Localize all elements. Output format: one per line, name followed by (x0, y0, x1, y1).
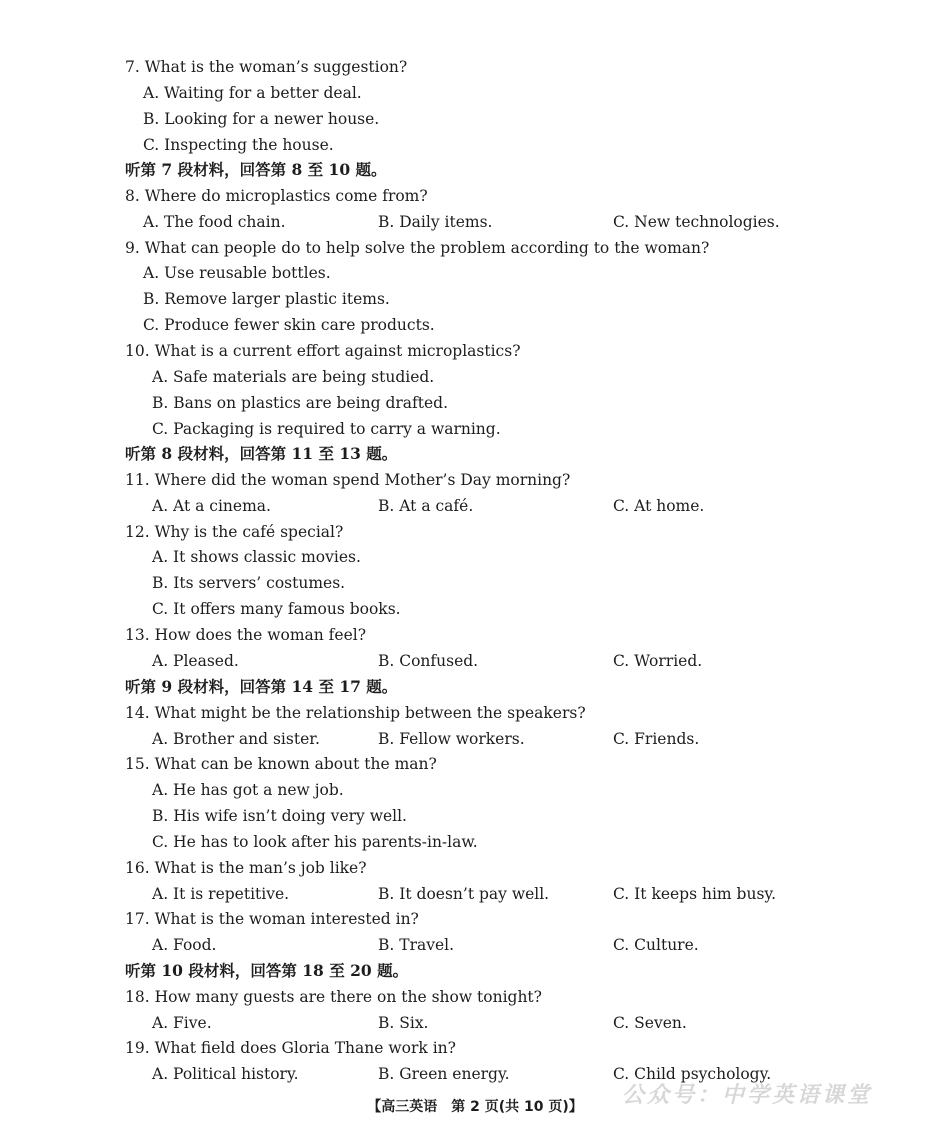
option-b: B. Green energy. (378, 1065, 510, 1083)
question-stem: 17. What is the woman interested in? (125, 910, 419, 928)
watermark: 公众号：中学英语课堂 (622, 1082, 873, 1108)
option-c: C. New technologies. (613, 213, 780, 231)
section-heading: 听第 8 段材料，回答第 11 至 13 题。 (125, 444, 398, 463)
option-b: B. Daily items. (378, 213, 493, 231)
question-stem: 18. How many guests are there on the show tonight? (125, 988, 542, 1006)
option-a: A. He has got a new job. (152, 781, 344, 799)
option-a: A. Brother and sister. (152, 730, 320, 748)
option-b: B. At a café. (378, 497, 474, 515)
option-a: A. Pleased. (152, 652, 239, 670)
option-c: C. At home. (613, 497, 705, 515)
option-c: C. Inspecting the house. (143, 136, 334, 154)
option-a: A. Use reusable bottles. (143, 264, 331, 282)
option-c: C. Worried. (613, 652, 703, 670)
option-a: A. Food. (152, 936, 217, 954)
option-b: B. Fellow workers. (378, 730, 525, 748)
section-heading: 听第 7 段材料，回答第 8 至 10 题。 (125, 160, 387, 179)
question-stem: 7. What is the woman’s suggestion? (125, 58, 408, 76)
question-stem: 9. What can people do to help solve the problem according to the woman? (125, 239, 710, 257)
option-b: B. Confused. (378, 652, 479, 670)
option-b: B. Bans on plastics are being drafted. (152, 394, 448, 412)
question-stem: 12. Why is the café special? (125, 523, 344, 541)
option-b: B. His wife isn’t doing very well. (152, 807, 407, 825)
option-c: C. Produce fewer skin care products. (143, 316, 435, 334)
option-b: B. It doesn’t pay well. (378, 885, 550, 903)
option-c: C. Seven. (613, 1014, 687, 1032)
option-a: A. Safe materials are being studied. (152, 368, 435, 386)
option-b: B. Six. (378, 1014, 429, 1032)
option-a: A. The food chain. (143, 213, 286, 231)
option-c: C. It offers many famous books. (152, 600, 401, 618)
option-a: A. It is repetitive. (152, 885, 290, 903)
option-c: C. Packaging is required to carry a warning. (152, 420, 501, 438)
option-a: A. At a cinema. (152, 497, 271, 515)
page-footer: 【高三英语 第 2 页(共 10 页)】 (367, 1099, 583, 1115)
option-b: B. Its servers’ costumes. (152, 574, 346, 592)
option-c: C. Friends. (613, 730, 700, 748)
question-stem: 13. How does the woman feel? (125, 626, 367, 644)
question-stem: 8. Where do microplastics come from? (125, 187, 428, 205)
option-b: B. Looking for a newer house. (143, 110, 380, 128)
question-stem: 19. What field does Gloria Thane work in? (125, 1039, 456, 1057)
option-c: C. Child psychology. (613, 1065, 772, 1083)
question-stem: 16. What is the man’s job like? (125, 859, 367, 877)
option-a: A. Waiting for a better deal. (143, 84, 362, 102)
option-a: A. Political history. (152, 1065, 299, 1083)
section-heading: 听第 10 段材料，回答第 18 至 20 题。 (125, 961, 409, 980)
question-stem: 15. What can be known about the man? (125, 755, 437, 773)
question-stem: 10. What is a current effort against microplastics? (125, 342, 521, 360)
option-a: A. Five. (152, 1014, 212, 1032)
question-stem: 11. Where did the woman spend Mother’s Day morning? (125, 471, 571, 489)
question-stem: 14. What might be the relationship between the speakers? (125, 704, 586, 722)
option-c: C. He has to look after his parents-in-law. (152, 833, 478, 851)
option-c: C. It keeps him busy. (613, 885, 777, 903)
option-a: A. It shows classic movies. (152, 548, 361, 566)
section-heading: 听第 9 段材料，回答第 14 至 17 题。 (125, 677, 398, 696)
option-b: B. Remove larger plastic items. (143, 290, 390, 308)
option-c: C. Culture. (613, 936, 699, 954)
option-b: B. Travel. (378, 936, 455, 954)
